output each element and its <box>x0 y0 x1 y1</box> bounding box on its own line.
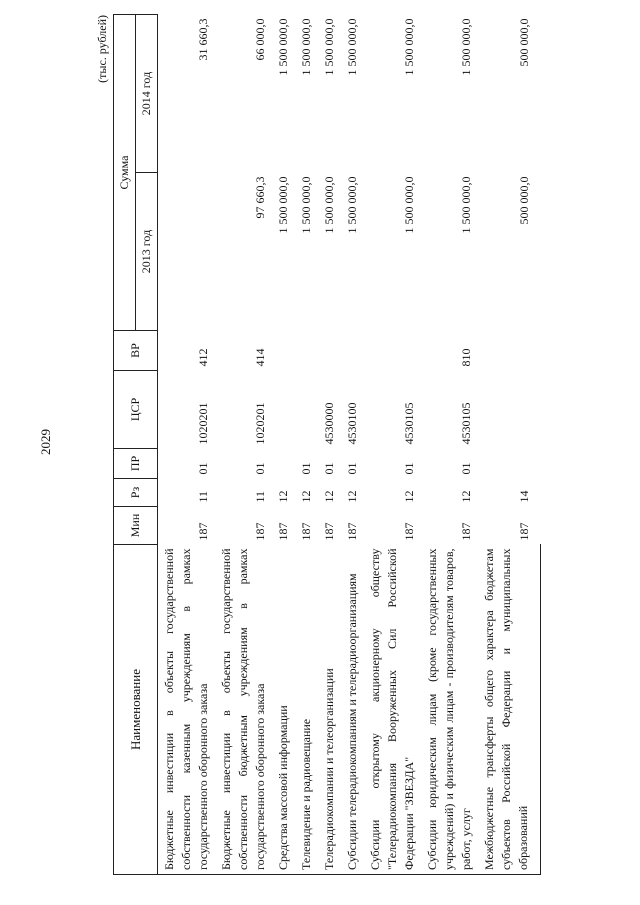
row-vr <box>318 331 341 371</box>
row-2014: 1 500 000,0 <box>276 18 290 76</box>
table-row <box>215 14 272 874</box>
col-name-header: Наименование <box>114 545 158 875</box>
table-body <box>158 14 541 874</box>
row-name: Телевидение и радиовещание <box>295 545 318 875</box>
row-rz: 12 <box>459 490 473 503</box>
col-sum-header: Сумма <box>114 14 136 330</box>
row-pr: 01 <box>299 462 313 475</box>
table-row <box>421 14 478 874</box>
row-min: 187 <box>345 522 359 541</box>
row-min: 187 <box>299 522 313 541</box>
col-2014-header: 2014 год <box>136 14 158 172</box>
col-2013-header: 2013 год <box>136 173 158 331</box>
row-min: 187 <box>253 522 267 541</box>
row-csr: 4530000 <box>322 402 336 445</box>
col-csr-header: ЦСР <box>114 371 158 449</box>
row-name: Телерадиокомпании и телеорганизации <box>318 545 341 875</box>
row-min: 187 <box>516 522 531 541</box>
row-name: Бюджетные инвестиции в объекты государственной собственности казенным учреждениям в рамках государственного оборонного заказа <box>158 545 216 875</box>
row-rz: 12 <box>345 490 359 503</box>
row-2013: 1 500 000,0 <box>299 176 313 234</box>
row-rz: 14 <box>516 490 531 503</box>
table-row <box>364 14 421 874</box>
table-row <box>295 14 318 874</box>
row-2013: 1 500 000,0 <box>345 176 359 234</box>
row-vr: 412 <box>196 348 210 367</box>
row-pr: 01 <box>402 462 416 475</box>
row-2014: 1 500 000,0 <box>459 18 473 76</box>
row-name: Бюджетные инвестиции в объекты государственной собственности бюджетным учреждениям в рамках государственного оборонного заказа <box>215 545 272 875</box>
table-row <box>272 14 295 874</box>
row-2014: 500 000,0 <box>516 18 531 67</box>
row-csr <box>295 371 318 449</box>
row-csr <box>272 371 295 449</box>
row-2014: 1 500 000,0 <box>402 18 416 76</box>
row-rz: 12 <box>276 490 290 503</box>
units-note: (тыс. рублей) <box>95 15 109 83</box>
table-row <box>318 14 341 874</box>
row-name: Субсидии открытому акционерному обществу "Телерадиокомпания Вооруженных Сил Российской Федерации "ЗВЕЗДА" <box>364 545 421 875</box>
row-csr: 4530105 <box>459 402 473 445</box>
row-min: 187 <box>276 522 290 541</box>
row-2013: 500 000,0 <box>516 176 531 225</box>
row-min: 187 <box>196 522 210 541</box>
row-rz: 11 <box>253 490 267 503</box>
row-csr <box>478 371 541 449</box>
col-pr-header: ПР <box>114 449 158 479</box>
col-vr-header: ВР <box>114 331 158 371</box>
row-vr <box>272 331 295 371</box>
row-name: Субсидии юридическим лицам (кроме государственных учреждений) и физическим лицам - производителям товаров, работ, услуг <box>421 545 478 875</box>
row-pr: 01 <box>196 462 210 475</box>
row-2014: 31 660,3 <box>196 18 210 61</box>
row-2013: 1 500 000,0 <box>402 176 416 234</box>
table-header <box>114 14 158 874</box>
col-rz-header: Рз <box>114 479 158 507</box>
row-2013: 1 500 000,0 <box>276 176 290 234</box>
budget-table <box>113 14 541 875</box>
row-vr <box>364 331 421 371</box>
row-name: Средства массовой информации <box>272 545 295 875</box>
row-csr: 1020201 <box>196 402 210 445</box>
row-rz: 12 <box>299 490 313 503</box>
row-vr: 414 <box>253 348 267 367</box>
row-pr: 01 <box>253 462 267 475</box>
row-name: Субсидии телерадиокомпаниям и телерадиоорганизациям <box>341 545 364 875</box>
row-vr <box>295 331 318 371</box>
row-2013: 97 660,3 <box>253 176 267 219</box>
row-2014: 1 500 000,0 <box>322 18 336 76</box>
page-number: 2029 <box>38 429 53 455</box>
row-2013: 1 500 000,0 <box>322 176 336 234</box>
row-pr <box>272 449 295 479</box>
row-rz: 11 <box>196 490 210 503</box>
rotated-page <box>95 15 627 875</box>
row-min: 187 <box>322 522 336 541</box>
row-vr: 810 <box>459 348 473 367</box>
row-2013 <box>158 173 216 331</box>
row-csr: 4530105 <box>402 402 416 445</box>
col-min-header: Мин <box>114 507 158 545</box>
row-csr: 1020201 <box>253 402 267 445</box>
row-2014: 66 000,0 <box>253 18 267 61</box>
row-vr <box>341 331 364 371</box>
table-row <box>478 14 541 874</box>
row-pr: 01 <box>345 462 359 475</box>
row-vr <box>478 331 541 371</box>
row-min: 187 <box>402 522 416 541</box>
row-2014: 1 500 000,0 <box>299 18 313 76</box>
row-rz: 12 <box>322 490 336 503</box>
row-pr: 01 <box>459 462 473 475</box>
row-name: Межбюджетные трансферты общего характера бюджетам субъектов Российской Федерации и муниципальных образований <box>478 545 541 875</box>
table-row <box>158 14 216 874</box>
row-rz: 12 <box>402 490 416 503</box>
row-2014: 1 500 000,0 <box>345 18 359 76</box>
row-min: 187 <box>459 522 473 541</box>
row-pr <box>478 449 541 479</box>
row-2013: 1 500 000,0 <box>459 176 473 234</box>
row-pr: 01 <box>322 462 336 475</box>
table-row <box>341 14 364 874</box>
row-csr: 4530100 <box>345 402 359 445</box>
